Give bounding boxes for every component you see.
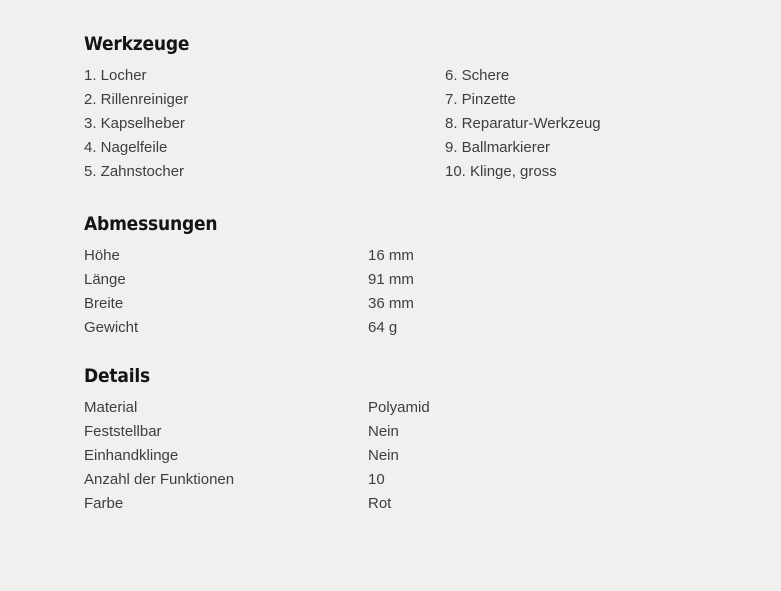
details-table: [84, 396, 741, 516]
tool-item: 4. Nagelfeile: [84, 139, 168, 156]
spec-label: Anzahl der Funktionen: [84, 471, 235, 488]
spec-row: [84, 268, 741, 292]
tool-item: 1. Locher: [84, 67, 147, 84]
section-details: [84, 364, 741, 516]
tools-column-left: [84, 64, 445, 184]
dimensions-heading: Abmessungen: [84, 213, 218, 235]
tools-column-right: [445, 64, 601, 184]
tool-item: 5. Zahnstocher: [84, 163, 185, 180]
spec-value: 36 mm: [368, 295, 414, 312]
spec-value: Nein: [368, 447, 399, 464]
spec-label: Länge: [84, 271, 126, 288]
section-tools: [84, 32, 741, 184]
spec-value: 64 g: [368, 319, 398, 336]
spec-row: [84, 244, 741, 268]
spec-label: Farbe: [84, 495, 124, 512]
spec-row: [84, 420, 741, 444]
spec-label: Feststellbar: [84, 423, 162, 440]
tools-heading: Werkzeuge: [84, 33, 190, 55]
spec-value: 91 mm: [368, 271, 414, 288]
spec-row: [84, 316, 741, 340]
spec-row: [84, 396, 741, 420]
details-heading: Details: [84, 365, 150, 387]
spec-value: 10: [368, 471, 385, 488]
spec-value: Polyamid: [368, 399, 430, 416]
spec-label: Einhandklinge: [84, 447, 179, 464]
tool-item: 7. Pinzette: [445, 91, 516, 108]
spec-row: [84, 492, 741, 516]
spec-label: Material: [84, 399, 138, 416]
tool-item: 9. Ballmarkierer: [445, 139, 551, 156]
spec-value: Nein: [368, 423, 399, 440]
spec-label: Höhe: [84, 247, 120, 264]
tools-list: [84, 64, 741, 184]
spec-value: 16 mm: [368, 247, 414, 264]
spec-row: [84, 292, 741, 316]
tool-item: 3. Kapselheber: [84, 115, 185, 132]
spec-value: Rot: [368, 495, 392, 512]
tool-item: 2. Rillenreiniger: [84, 91, 189, 108]
spec-row: [84, 468, 741, 492]
tool-item: 8. Reparatur-Werkzeug: [445, 115, 601, 132]
tool-item: 10. Klinge, gross: [445, 163, 557, 180]
spec-label: Breite: [84, 295, 124, 312]
spec-label: Gewicht: [84, 319, 139, 336]
section-dimensions: [84, 212, 741, 340]
dimensions-table: [84, 244, 741, 340]
spec-row: [84, 444, 741, 468]
tool-item: 6. Schere: [445, 67, 510, 84]
